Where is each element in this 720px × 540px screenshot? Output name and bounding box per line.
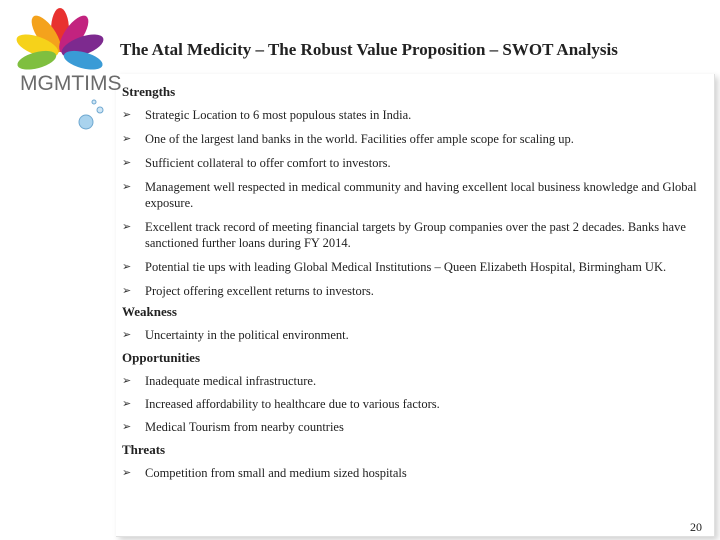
strengths-heading: Strengths [122,84,176,99]
opportunity-item: ➢ Increased affordability to healthcare due to various factors. [122,397,440,411]
page-number: 20 [690,520,702,534]
arrow-bullet-icon: ➢ [122,108,132,121]
strength-item: ➢ Project offering excellent returns to investors. [122,284,374,298]
arrow-bullet-icon: ➢ [122,220,132,233]
arrow-bullet-icon: ➢ [122,132,132,145]
opportunity-item: ➢ Inadequate medical infrastructure. [122,374,317,388]
slide-title: The Atal Medicity – The Robust Value Proposition – SWOT Analysis [120,40,618,59]
arrow-bullet-icon: ➢ [122,397,132,410]
flower-logo-icon [8,4,118,134]
threats-heading: Threats [122,442,166,457]
arrow-bullet-icon: ➢ [122,260,132,273]
logo-text: MGMTIMS [20,72,122,95]
mgmtims-logo [8,4,122,134]
opportunity-item: ➢ Medical Tourism from nearby countries [122,420,344,434]
arrow-bullet-icon: ➢ [122,374,132,387]
arrow-bullet-icon: ➢ [122,284,132,297]
opportunities-heading: Opportunities [122,350,201,365]
arrow-bullet-icon: ➢ [122,156,132,169]
arrow-bullet-icon: ➢ [122,328,132,341]
arrow-bullet-icon: ➢ [122,466,132,479]
strength-item: ➢ Excellent track record of meeting financial targets by Group companies over the past 2 decades. Banks have sanctioned further loans during FY 2014. [122,220,686,250]
arrow-bullet-icon: ➢ [122,180,132,193]
swot-content [122,84,702,481]
threat-item: ➢ Competition from small and medium sized hospitals [122,466,407,480]
strength-item: ➢ Strategic Location to 6 most populous states in India. [122,108,412,122]
strength-item: ➢ One of the largest land banks in the world. Facilities offer ample scope for scaling up. [122,132,574,146]
strength-item: ➢ Potential tie ups with leading Global Medical Institutions – Queen Elizabeth Hospital, Birmingham UK. [122,260,667,274]
arrow-bullet-icon: ➢ [122,420,132,433]
weakness-item: ➢ Uncertainty in the political environment. [122,328,349,342]
strength-item: ➢ Sufficient collateral to offer comfort to investors. [122,156,391,170]
weakness-heading: Weakness [122,304,177,319]
strength-item: ➢ Management well respected in medical community and having excellent local business knowledge and Global exposure. [122,180,697,210]
